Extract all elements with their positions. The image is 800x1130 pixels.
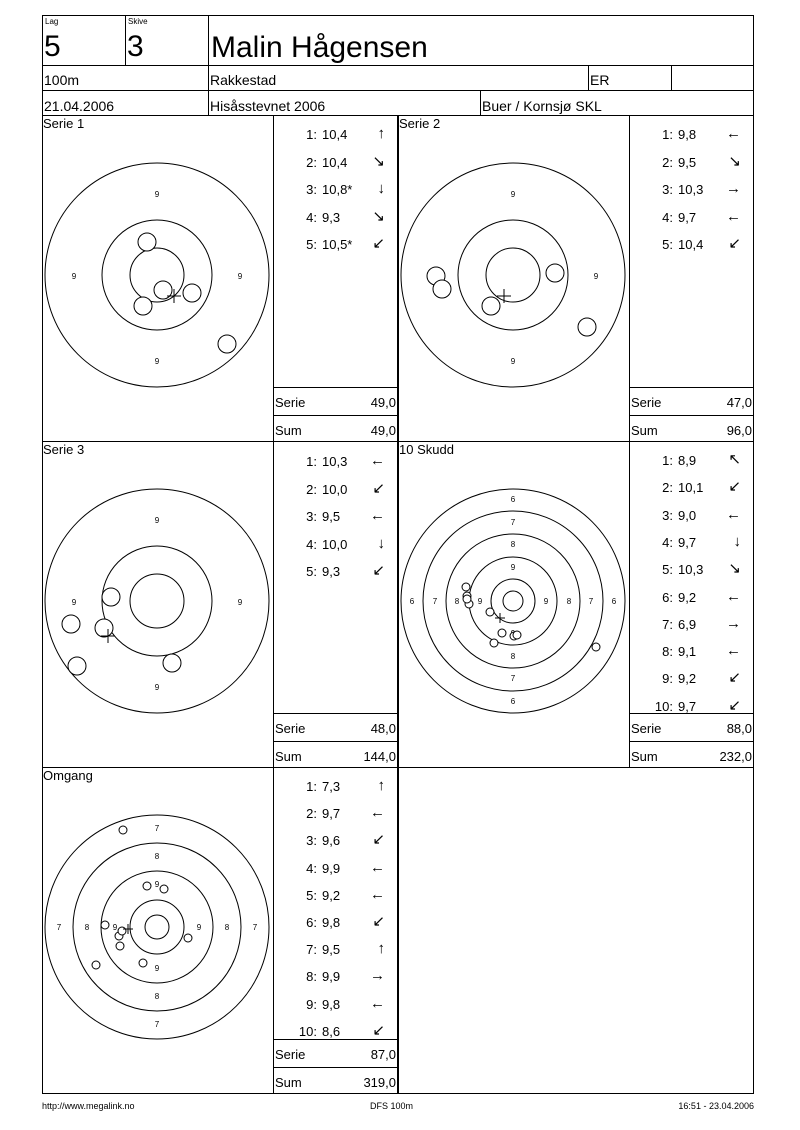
shot-value: 9,9 bbox=[322, 969, 341, 985]
shot-hole bbox=[183, 284, 201, 302]
mean-point-cross bbox=[495, 613, 505, 623]
shot-direction-arrow-icon: ↙ bbox=[372, 1021, 385, 1039]
shot-number: 2: bbox=[306, 806, 317, 822]
shot-direction-arrow-icon: ↙ bbox=[372, 235, 385, 252]
target-svg bbox=[43, 768, 273, 1093]
shot-number: 2: bbox=[306, 154, 317, 170]
shot-list bbox=[273, 767, 398, 1094]
shot-number: 1: bbox=[306, 454, 317, 469]
shot-value: 9,2 bbox=[678, 671, 697, 687]
class: ER bbox=[590, 72, 610, 88]
ring-label: 9 bbox=[154, 964, 160, 974]
club: Buer / Kornsjø SKL bbox=[482, 98, 602, 114]
serie-label: Serie bbox=[275, 721, 306, 736]
shot-number: 2: bbox=[662, 480, 673, 496]
shot-value: 9,3 bbox=[322, 209, 341, 225]
shot-direction-arrow-icon: ↙ bbox=[728, 696, 741, 714]
target-panel bbox=[42, 441, 274, 768]
shot-value: 10,8* bbox=[322, 182, 353, 197]
ring-label: 9 bbox=[543, 597, 549, 607]
skive-cell bbox=[125, 15, 209, 66]
sum-row bbox=[273, 1067, 398, 1095]
ring-label: 9 bbox=[154, 357, 160, 367]
shot-number: 10: bbox=[298, 1023, 317, 1039]
empty-cell bbox=[671, 65, 754, 91]
shot-direction-arrow-icon: ← bbox=[370, 994, 385, 1012]
sum-total: 232,0 bbox=[719, 749, 752, 764]
shot-direction-arrow-icon: ↑ bbox=[377, 940, 385, 958]
shot-direction-arrow-icon: ↙ bbox=[728, 478, 741, 496]
ring-label: 6 bbox=[409, 597, 415, 607]
empty-panel bbox=[398, 767, 754, 1094]
shot-number: 10: bbox=[654, 698, 673, 714]
shot-hole bbox=[160, 885, 168, 893]
shot-value: 9,9 bbox=[322, 860, 341, 876]
serie-total: 48,0 bbox=[370, 721, 396, 736]
shot-hole bbox=[433, 280, 451, 298]
ring-label: 9 bbox=[154, 516, 160, 526]
sum-total: 319,0 bbox=[363, 1075, 396, 1090]
target-ring bbox=[145, 915, 169, 939]
shot-number: 6: bbox=[662, 589, 673, 605]
shot-direction-arrow-icon: ← bbox=[726, 125, 741, 142]
event: Hisåsstevnet 2006 bbox=[210, 98, 326, 114]
shot-number: 3: bbox=[662, 507, 673, 523]
shot-number: 1: bbox=[662, 127, 673, 142]
class-cell bbox=[588, 65, 672, 91]
mean-point-cross bbox=[497, 289, 511, 303]
shot-direction-arrow-icon: ← bbox=[370, 858, 385, 876]
shot-direction-arrow-icon: ↘ bbox=[728, 560, 741, 578]
serie-total: 47,0 bbox=[726, 395, 752, 410]
shot-hole bbox=[95, 619, 113, 637]
shot-value: 8,6 bbox=[322, 1023, 341, 1039]
shot-list bbox=[273, 115, 398, 442]
shot-number: 8: bbox=[662, 644, 673, 660]
ring-label: 6 bbox=[510, 697, 516, 707]
shot-direction-arrow-icon: ↘ bbox=[372, 207, 385, 225]
shot-number: 7: bbox=[306, 942, 317, 958]
shot-hole bbox=[92, 961, 100, 969]
shot-number: 4: bbox=[306, 209, 317, 225]
target-inner-ring bbox=[486, 248, 540, 302]
shot-number: 4: bbox=[662, 534, 673, 550]
shot-value: 9,8 bbox=[678, 127, 697, 142]
shot-value: 9,2 bbox=[322, 887, 341, 903]
ring-label: 8 bbox=[454, 597, 460, 607]
shot-direction-arrow-icon: ↙ bbox=[372, 479, 385, 497]
shot-value: 9,3 bbox=[322, 564, 341, 579]
shot-hole bbox=[578, 318, 596, 336]
shot-direction-arrow-icon: ↓ bbox=[377, 534, 385, 552]
serie-label: Serie bbox=[631, 395, 662, 410]
shot-direction-arrow-icon: ↘ bbox=[728, 152, 741, 170]
shot-direction-arrow-icon: ← bbox=[370, 452, 385, 469]
sum-row bbox=[629, 741, 754, 769]
serie-total: 49,0 bbox=[370, 395, 396, 410]
shot-value: 10,3 bbox=[678, 182, 704, 197]
ring-label: 9 bbox=[71, 598, 77, 608]
shot-number: 1: bbox=[306, 127, 317, 142]
shot-value: 9,5 bbox=[322, 509, 341, 524]
target-panel bbox=[398, 441, 630, 768]
club-cell bbox=[480, 90, 754, 116]
skive-label: Skive bbox=[128, 17, 148, 26]
serie-label: Serie bbox=[275, 395, 306, 410]
shot-value: 10,4 bbox=[322, 127, 348, 142]
shot-direction-arrow-icon: ← bbox=[726, 207, 741, 225]
ring-label: 7 bbox=[56, 923, 62, 933]
shot-number: 4: bbox=[306, 536, 317, 552]
sum-total: 49,0 bbox=[370, 423, 396, 438]
ring-label: 9 bbox=[154, 683, 160, 693]
shot-direction-arrow-icon: ↙ bbox=[728, 669, 741, 687]
shot-value: 9,5 bbox=[678, 154, 697, 170]
ring-label: 8 bbox=[224, 923, 230, 933]
shot-hole bbox=[102, 588, 120, 606]
place-cell bbox=[208, 65, 589, 91]
lag-value: 5 bbox=[44, 30, 61, 63]
shot-direction-arrow-icon: → bbox=[370, 967, 385, 985]
target-panel bbox=[42, 115, 274, 442]
shot-number: 5: bbox=[662, 237, 673, 252]
shot-value: 10,3 bbox=[322, 454, 348, 469]
shot-list bbox=[629, 115, 754, 442]
shot-direction-arrow-icon: ↖ bbox=[728, 451, 741, 468]
serie-total: 88,0 bbox=[726, 721, 752, 736]
shot-number: 2: bbox=[306, 481, 317, 497]
serie-row bbox=[273, 1039, 398, 1069]
panel-title: Serie 1 bbox=[43, 116, 85, 131]
shot-value: 8,9 bbox=[678, 453, 697, 468]
shot-number: 3: bbox=[306, 509, 317, 524]
ring-label: 8 bbox=[566, 597, 572, 607]
shot-direction-arrow-icon: → bbox=[726, 614, 741, 632]
shot-direction-arrow-icon: ↑ bbox=[377, 777, 385, 794]
shot-hole bbox=[134, 297, 152, 315]
date: 21.04.2006 bbox=[44, 98, 115, 114]
footer-url: http://www.megalink.no bbox=[42, 1101, 135, 1111]
sum-label: Sum bbox=[275, 1075, 302, 1090]
serie-row bbox=[273, 713, 398, 743]
ring-label: 7 bbox=[432, 597, 438, 607]
shot-hole bbox=[163, 654, 181, 672]
footer-program: DFS 100m bbox=[370, 1101, 414, 1111]
shot-hole bbox=[118, 927, 126, 935]
shot-direction-arrow-icon: ← bbox=[370, 885, 385, 903]
target-svg bbox=[43, 442, 273, 767]
sum-label: Sum bbox=[275, 749, 302, 764]
shooter-name: Malin Hågensen bbox=[211, 31, 428, 64]
shot-value: 6,9 bbox=[678, 616, 697, 632]
ring-label: 9 bbox=[154, 190, 160, 200]
shot-direction-arrow-icon: ← bbox=[726, 587, 741, 605]
serie-total: 87,0 bbox=[370, 1047, 396, 1062]
serie-row bbox=[273, 387, 398, 417]
shot-hole bbox=[482, 297, 500, 315]
sum-total: 144,0 bbox=[363, 749, 396, 764]
ring-label: 8 bbox=[84, 923, 90, 933]
shot-hole bbox=[62, 615, 80, 633]
sum-label: Sum bbox=[631, 749, 658, 764]
ring-label: 7 bbox=[510, 674, 516, 684]
shot-list bbox=[273, 441, 398, 768]
distance-cell bbox=[42, 65, 209, 91]
serie-label: Serie bbox=[275, 1047, 306, 1062]
shot-number: 9: bbox=[306, 996, 317, 1012]
shot-list bbox=[629, 441, 754, 768]
serie-row bbox=[629, 713, 754, 743]
ring-label: 9 bbox=[477, 597, 483, 607]
shot-hole bbox=[139, 959, 147, 967]
shot-direction-arrow-icon: ↙ bbox=[372, 562, 385, 579]
shot-value: 9,5 bbox=[322, 942, 341, 958]
target-ring bbox=[423, 511, 603, 691]
skive-value: 3 bbox=[127, 30, 144, 63]
shot-number: 3: bbox=[662, 182, 673, 197]
target-panel bbox=[42, 767, 274, 1094]
shot-number: 7: bbox=[662, 616, 673, 632]
target-ring bbox=[45, 815, 269, 1039]
shot-hole bbox=[486, 608, 494, 616]
shot-direction-arrow-icon: ↘ bbox=[372, 152, 385, 170]
shot-hole bbox=[463, 595, 471, 603]
ring-label: 9 bbox=[237, 272, 243, 282]
shot-number: 8: bbox=[306, 969, 317, 985]
panel-title: Omgang bbox=[43, 768, 93, 783]
ring-label: 8 bbox=[154, 992, 160, 1002]
shot-value: 9,1 bbox=[678, 644, 697, 660]
shot-hole bbox=[143, 882, 151, 890]
shot-hole bbox=[119, 826, 127, 834]
shot-direction-arrow-icon: ↓ bbox=[377, 180, 385, 197]
shot-direction-arrow-icon: ← bbox=[370, 507, 385, 524]
shot-value: 10,0 bbox=[322, 481, 348, 497]
serie-row bbox=[629, 387, 754, 417]
ring-label: 9 bbox=[510, 190, 516, 200]
sum-total: 96,0 bbox=[726, 423, 752, 438]
ring-label: 9 bbox=[112, 923, 118, 933]
ring-label: 9 bbox=[154, 880, 160, 890]
shot-direction-arrow-icon: ← bbox=[726, 642, 741, 660]
footer-timestamp: 16:51 - 23.04.2006 bbox=[678, 1101, 754, 1111]
ring-label: 8 bbox=[154, 852, 160, 862]
ring-label: 9 bbox=[196, 923, 202, 933]
target-ring bbox=[130, 900, 184, 954]
sum-row bbox=[273, 415, 398, 443]
name-cell bbox=[208, 15, 754, 66]
shot-hole bbox=[116, 942, 124, 950]
ring-label: 9 bbox=[593, 272, 599, 282]
shot-number: 5: bbox=[306, 564, 317, 579]
shot-direction-arrow-icon: ↙ bbox=[372, 831, 385, 849]
shot-number: 9: bbox=[662, 671, 673, 687]
place: Rakkestad bbox=[210, 72, 277, 88]
shot-value: 9,7 bbox=[322, 806, 341, 822]
shot-value: 10,4 bbox=[678, 237, 704, 252]
shot-value: 10,3 bbox=[678, 562, 704, 578]
shot-value: 10,5* bbox=[322, 237, 353, 252]
shot-number: 3: bbox=[306, 182, 317, 197]
shot-hole bbox=[592, 643, 600, 651]
date-cell bbox=[42, 90, 209, 116]
shot-value: 10,4 bbox=[322, 154, 348, 170]
panel-title: Serie 3 bbox=[43, 442, 85, 457]
target-inner-ring bbox=[130, 574, 184, 628]
panel-title: Serie 2 bbox=[399, 116, 441, 131]
panel-title: 10 Skudd bbox=[399, 442, 454, 457]
shot-hole bbox=[184, 934, 192, 942]
ring-label: 8 bbox=[510, 652, 516, 662]
sum-label: Sum bbox=[275, 423, 302, 438]
target-svg bbox=[399, 442, 629, 767]
target-ring bbox=[73, 843, 241, 1011]
shot-value: 9,7 bbox=[678, 534, 697, 550]
shot-number: 5: bbox=[306, 237, 317, 252]
target-ring bbox=[503, 591, 523, 611]
lag-cell bbox=[42, 15, 126, 66]
shot-direction-arrow-icon: ↙ bbox=[372, 913, 385, 930]
shot-hole bbox=[490, 639, 498, 647]
shot-direction-arrow-icon: ↓ bbox=[733, 532, 741, 550]
shot-hole bbox=[138, 233, 156, 251]
ring-label: 9 bbox=[237, 598, 243, 608]
shot-hole bbox=[498, 629, 506, 637]
shot-value: 9,7 bbox=[678, 209, 697, 225]
shot-number: 1: bbox=[662, 453, 673, 468]
ring-label: 6 bbox=[611, 597, 617, 607]
shot-number: 6: bbox=[306, 915, 317, 930]
shot-value: 9,8 bbox=[322, 996, 341, 1012]
ring-label: 8 bbox=[510, 540, 516, 550]
shot-hole bbox=[68, 657, 86, 675]
ring-label: 7 bbox=[510, 518, 516, 528]
shot-direction-arrow-icon: ↑ bbox=[377, 125, 385, 142]
shot-number: 4: bbox=[662, 209, 673, 225]
shot-hole bbox=[462, 583, 470, 591]
shot-number: 4: bbox=[306, 860, 317, 876]
ring-label: 7 bbox=[154, 824, 160, 834]
ring-label: 9 bbox=[510, 563, 516, 573]
shot-value: 10,1 bbox=[678, 480, 704, 496]
sum-row bbox=[273, 741, 398, 769]
ring-label: 7 bbox=[588, 597, 594, 607]
sum-label: Sum bbox=[631, 423, 658, 438]
shot-value: 7,3 bbox=[322, 779, 341, 794]
shot-number: 5: bbox=[306, 887, 317, 903]
shot-direction-arrow-icon: ← bbox=[370, 804, 385, 822]
shot-value: 9,7 bbox=[678, 698, 697, 714]
shot-hole bbox=[218, 335, 236, 353]
target-svg bbox=[43, 116, 273, 441]
target-panel bbox=[398, 115, 630, 442]
target-svg bbox=[399, 116, 629, 441]
ring-label: 9 bbox=[71, 272, 77, 282]
shot-value: 9,8 bbox=[322, 915, 341, 930]
shot-value: 9,2 bbox=[678, 589, 697, 605]
shot-hole bbox=[546, 264, 564, 282]
sum-row bbox=[629, 415, 754, 443]
shot-hole bbox=[513, 631, 521, 639]
distance: 100m bbox=[44, 72, 80, 88]
lag-label: Lag bbox=[45, 17, 59, 26]
shot-number: 3: bbox=[306, 833, 317, 849]
target-ring-10 bbox=[102, 220, 212, 330]
shot-number: 2: bbox=[662, 154, 673, 170]
ring-label: 7 bbox=[252, 923, 258, 933]
shot-direction-arrow-icon: ← bbox=[726, 505, 741, 523]
ring-label: 6 bbox=[510, 495, 516, 505]
ring-label: 7 bbox=[154, 1020, 160, 1030]
shot-direction-arrow-icon: ↙ bbox=[728, 235, 741, 252]
shot-direction-arrow-icon: → bbox=[726, 180, 741, 197]
shot-value: 10,0 bbox=[322, 536, 348, 552]
shot-hole bbox=[101, 921, 109, 929]
shot-value: 9,0 bbox=[678, 507, 697, 523]
event-cell bbox=[208, 90, 481, 116]
shot-number: 5: bbox=[662, 562, 673, 578]
shot-value: 9,6 bbox=[322, 833, 341, 849]
shot-number: 1: bbox=[306, 779, 317, 794]
target-ring bbox=[491, 579, 535, 623]
ring-label: 9 bbox=[510, 357, 516, 367]
serie-label: Serie bbox=[631, 721, 662, 736]
